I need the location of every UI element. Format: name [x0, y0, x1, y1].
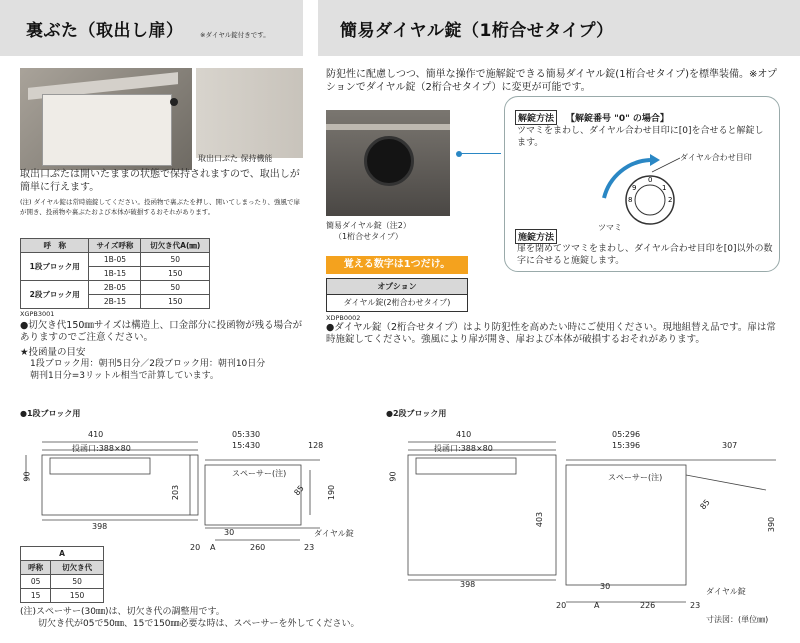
cell: 1B-05 [89, 253, 141, 267]
left-caution: (注) ダイヤル錠は常時施錠してください。投函物で裏ぶたを押し、開いてしまったり、強風で扉が開き、投函物や裏ぶたおよび本体が破損するおそれがあります。 [20, 198, 300, 216]
spec-table [20, 238, 210, 309]
d2-d23: 23 [690, 601, 701, 610]
d1-h90: 90 [22, 471, 32, 482]
unlock-code: 【解錠番号 "0" の場合】 [566, 114, 669, 124]
d1-side3: 128 [308, 441, 324, 450]
svg-text:1: 1 [662, 184, 667, 192]
d1-dA: A [210, 543, 216, 552]
left-lead: 取出口ぶたは開いたままの状態で保持されますので、取出しが簡単に行えます。 [20, 169, 300, 193]
d2-d226: 226 [640, 601, 656, 610]
d2-w: 410 [456, 430, 472, 439]
cell: 150 [141, 295, 210, 309]
dial-mark-label: ダイヤル合わせ目印 [680, 153, 752, 162]
th-name: 呼 称 [21, 239, 89, 253]
dial-photo [326, 110, 450, 216]
unlock-text: ツマミをまわし、ダイヤル合わせ目印に[0]を合せると解錠します。 [517, 126, 764, 148]
dial-diagram [590, 150, 710, 230]
connector-dot [456, 151, 462, 157]
th-size: サイズ呼称 [89, 239, 141, 253]
d2-d20: 20 [556, 601, 567, 610]
d1-w: 410 [88, 430, 104, 439]
cell: 50 [51, 575, 104, 589]
d2-lock: ダイヤル錠 [706, 587, 746, 596]
d1-a85: 85 [292, 483, 306, 498]
svg-text:8: 8 [628, 196, 633, 204]
unlock-label: 解錠方法 [515, 110, 557, 125]
left-bullet: ●切欠き代150㎜サイズは構造上、口金部分に投函物が残る場合がありますのでご注意ください。 [20, 320, 303, 343]
d2-w398: 398 [460, 580, 476, 589]
d2-side3: 307 [722, 441, 738, 450]
knob-label: ツマミ [598, 223, 622, 232]
left-title: 裏ぶた（取出し扉） [26, 20, 184, 41]
d2-h390: 390 [767, 516, 777, 533]
d2-opening: 投函口:388×80 [434, 444, 493, 453]
d2-h403: 403 [535, 511, 545, 528]
photo-caption: 取出口ぶた 保持機能 [198, 154, 273, 163]
drawing2-title: ●2段ブロック用 [386, 409, 447, 418]
d1-d23: 23 [304, 543, 315, 552]
d1-w398: 398 [92, 522, 108, 531]
d1-d20: 20 [190, 543, 201, 552]
option-box [326, 278, 468, 312]
dial-knob-icon [364, 136, 414, 186]
left-header [0, 0, 303, 56]
option-body: ダイヤル錠(2桁合わせタイプ) [343, 298, 451, 307]
cell: 05 [21, 575, 51, 589]
d1-opening: 投函口:388×80 [72, 444, 131, 453]
d1-h203: 203 [171, 484, 181, 501]
dial-caption-1: 簡易ダイヤル錠（注2） [326, 221, 411, 230]
lock-text: 扉を閉めてツマミをまわし、ダイヤル合わせ目印を[0]以外の数字に合せると施錠します。 [517, 244, 773, 266]
capacity-2: 朝刊1日分=3リットル相当で計算しています。 [30, 371, 219, 381]
d1-lock: ダイヤル錠 [314, 529, 354, 538]
dial-caption-2: （1桁合せタイプ） [334, 232, 403, 241]
footnote-2: 切欠き代が05で50㎜、15で150㎜必要な時は、スペーサーを外してください。 [38, 619, 360, 629]
d1-d30: 30 [224, 528, 235, 537]
cell: 50 [141, 281, 210, 295]
group-2: 2段ブロック用 [21, 281, 89, 309]
small-col: 切欠き代 [51, 561, 104, 575]
capacity-title: ★投函量の目安 [20, 347, 86, 358]
cell: 150 [141, 267, 210, 281]
d1-side1: 05:330 [232, 430, 261, 439]
svg-text:9: 9 [632, 184, 637, 192]
th-cut: 切欠き代A(㎜) [141, 239, 210, 253]
cell: 150 [51, 589, 104, 603]
capacity-1: 1段ブロック用：朝刊5日分／2段ブロック用：朝刊10日分 [30, 359, 266, 369]
right-title: 簡易ダイヤル錠（1桁合せタイプ） [340, 20, 614, 41]
d1-h190: 190 [327, 484, 337, 501]
cell: 2B-15 [89, 295, 141, 309]
cell: 2B-05 [89, 281, 141, 295]
d2-a85: 85 [698, 497, 712, 512]
right-header [318, 0, 800, 56]
option-code: XDPB0002 [326, 314, 361, 322]
cell: 50 [141, 253, 210, 267]
d2-unit: 寸法図：(単位㎜) [706, 615, 769, 624]
d1-spacer: スペーサー(注) [232, 469, 287, 478]
lock-label: 施錠方法 [515, 229, 557, 244]
photo-side [196, 68, 303, 158]
svg-text:2: 2 [668, 196, 673, 204]
mailbox-photo [20, 68, 192, 170]
cell: 15 [21, 589, 51, 603]
cell: 1B-15 [89, 267, 141, 281]
right-bullet: ●ダイヤル錠（2桁合せタイプ）はより防犯性を高めたい時にご使用ください。現地組替え品です。扉は常時施錠してください。強風により扉が開き、扉および本体が破損するおそれがあります。 [326, 322, 776, 345]
footnote-1: (注)スペーサー(30㎜)は、切欠き代の調整用です。 [20, 607, 225, 617]
group-1: 1段ブロック用 [21, 253, 89, 281]
small-col: 呼称 [21, 561, 51, 575]
banner: 覚える数字は1つだけ。 [326, 256, 468, 274]
option-title: オプション [327, 279, 467, 295]
d2-dA: A [594, 601, 600, 610]
d2-side1: 05:296 [612, 430, 641, 439]
small-head: A [21, 547, 104, 561]
right-lead: 防犯性に配慮しつつ、簡単な操作で施解錠できる簡易ダイヤル錠(1桁合せタイプ)を標準装備。※オプションでダイヤル錠（2桁合せタイプ）に変更が可能です。 [326, 69, 778, 93]
d2-spacer: スペーサー(注) [608, 473, 663, 482]
small-table [20, 546, 104, 603]
drawing1-title: ●1段ブロック用 [20, 409, 81, 418]
table-code: XGPB3001 [20, 310, 55, 318]
svg-text:0: 0 [648, 176, 653, 184]
d2-side2: 15:396 [612, 441, 641, 450]
d1-d260: 260 [250, 543, 266, 552]
d2-h90: 90 [388, 471, 398, 482]
d2-d30: 30 [600, 582, 611, 591]
d1-side2: 15:430 [232, 441, 261, 450]
left-note: ※ダイヤル錠付きです。 [200, 31, 270, 39]
